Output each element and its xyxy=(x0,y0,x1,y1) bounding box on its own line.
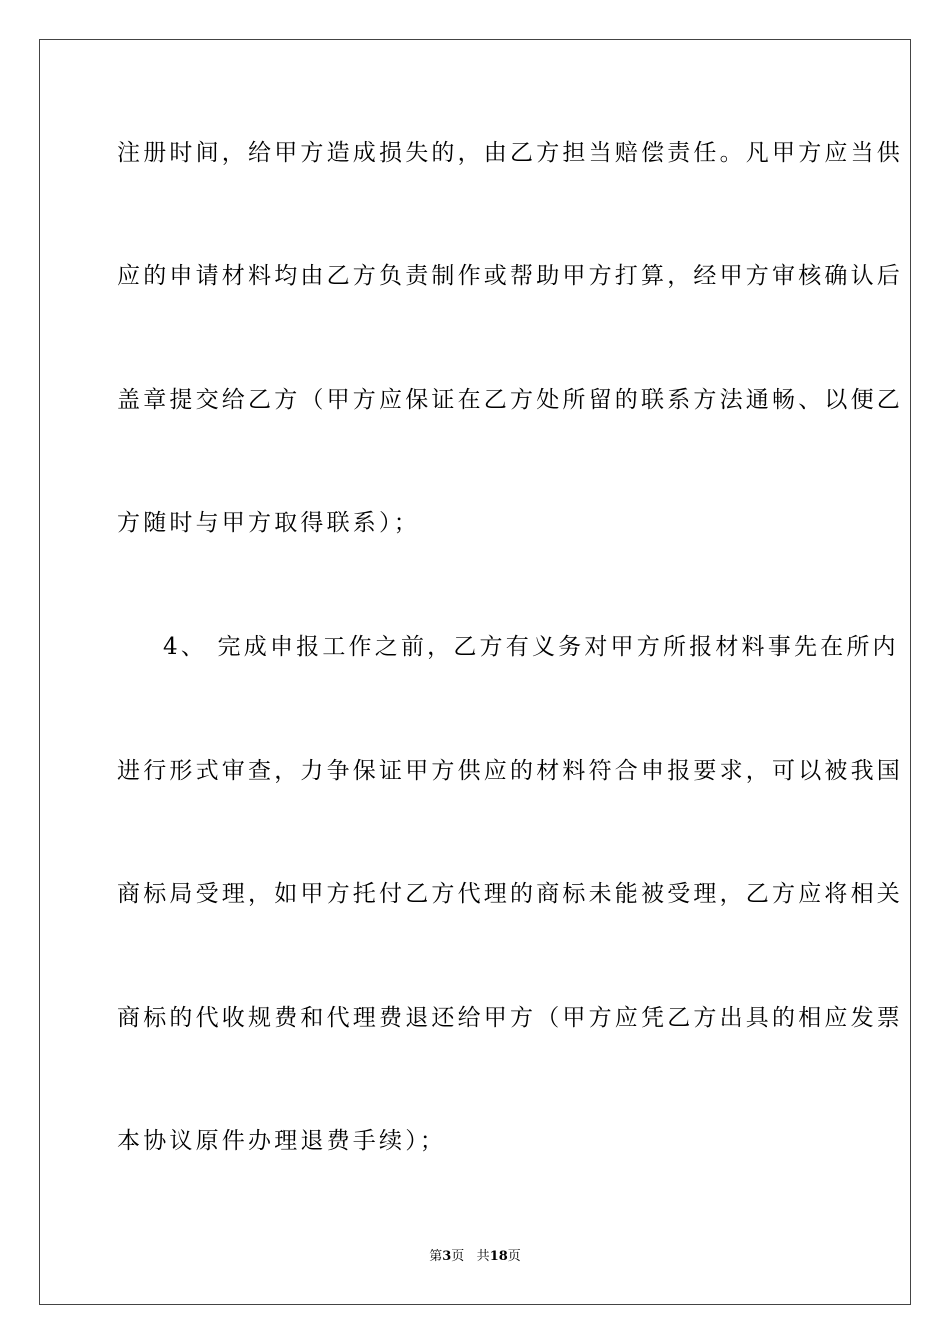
body-line-7: 商标局受理，如甲方托付乙方代理的商标未能被受理，乙方应将相关 xyxy=(117,881,903,907)
total-prefix: 共 xyxy=(476,1249,490,1264)
body-line-3: 盖章提交给乙方（甲方应保证在乙方处所留的联系方法通畅、以便乙 xyxy=(117,387,903,413)
total-pages: 18 xyxy=(489,1249,508,1264)
body-line-8: 商标的代收规费和代理费退还给甲方（甲方应凭乙方出具的相应发票 xyxy=(117,1005,903,1031)
page-number: 3 xyxy=(442,1249,452,1264)
page-border xyxy=(39,39,911,1305)
total-suffix: 页 xyxy=(507,1249,521,1264)
page-prefix: 第 xyxy=(429,1249,443,1264)
body-line-5-item-4: 4、 完成申报工作之前，乙方有义务对甲方所报材料事先在所内 xyxy=(163,634,899,660)
page-suffix: 页 xyxy=(451,1249,465,1264)
body-line-2: 应的申请材料均由乙方负责制作或帮助甲方打算，经甲方审核确认后 xyxy=(117,263,903,289)
body-line-1: 注册时间，给甲方造成损失的，由乙方担当赔偿责任。凡甲方应当供 xyxy=(117,140,903,166)
page-footer xyxy=(0,1248,950,1266)
body-line-4: 方随时与甲方取得联系）； xyxy=(117,510,420,536)
body-line-9: 本协议原件办理退费手续）； xyxy=(117,1128,447,1154)
body-line-6: 进行形式审查，力争保证甲方供应的材料符合申报要求，可以被我国 xyxy=(117,758,903,784)
